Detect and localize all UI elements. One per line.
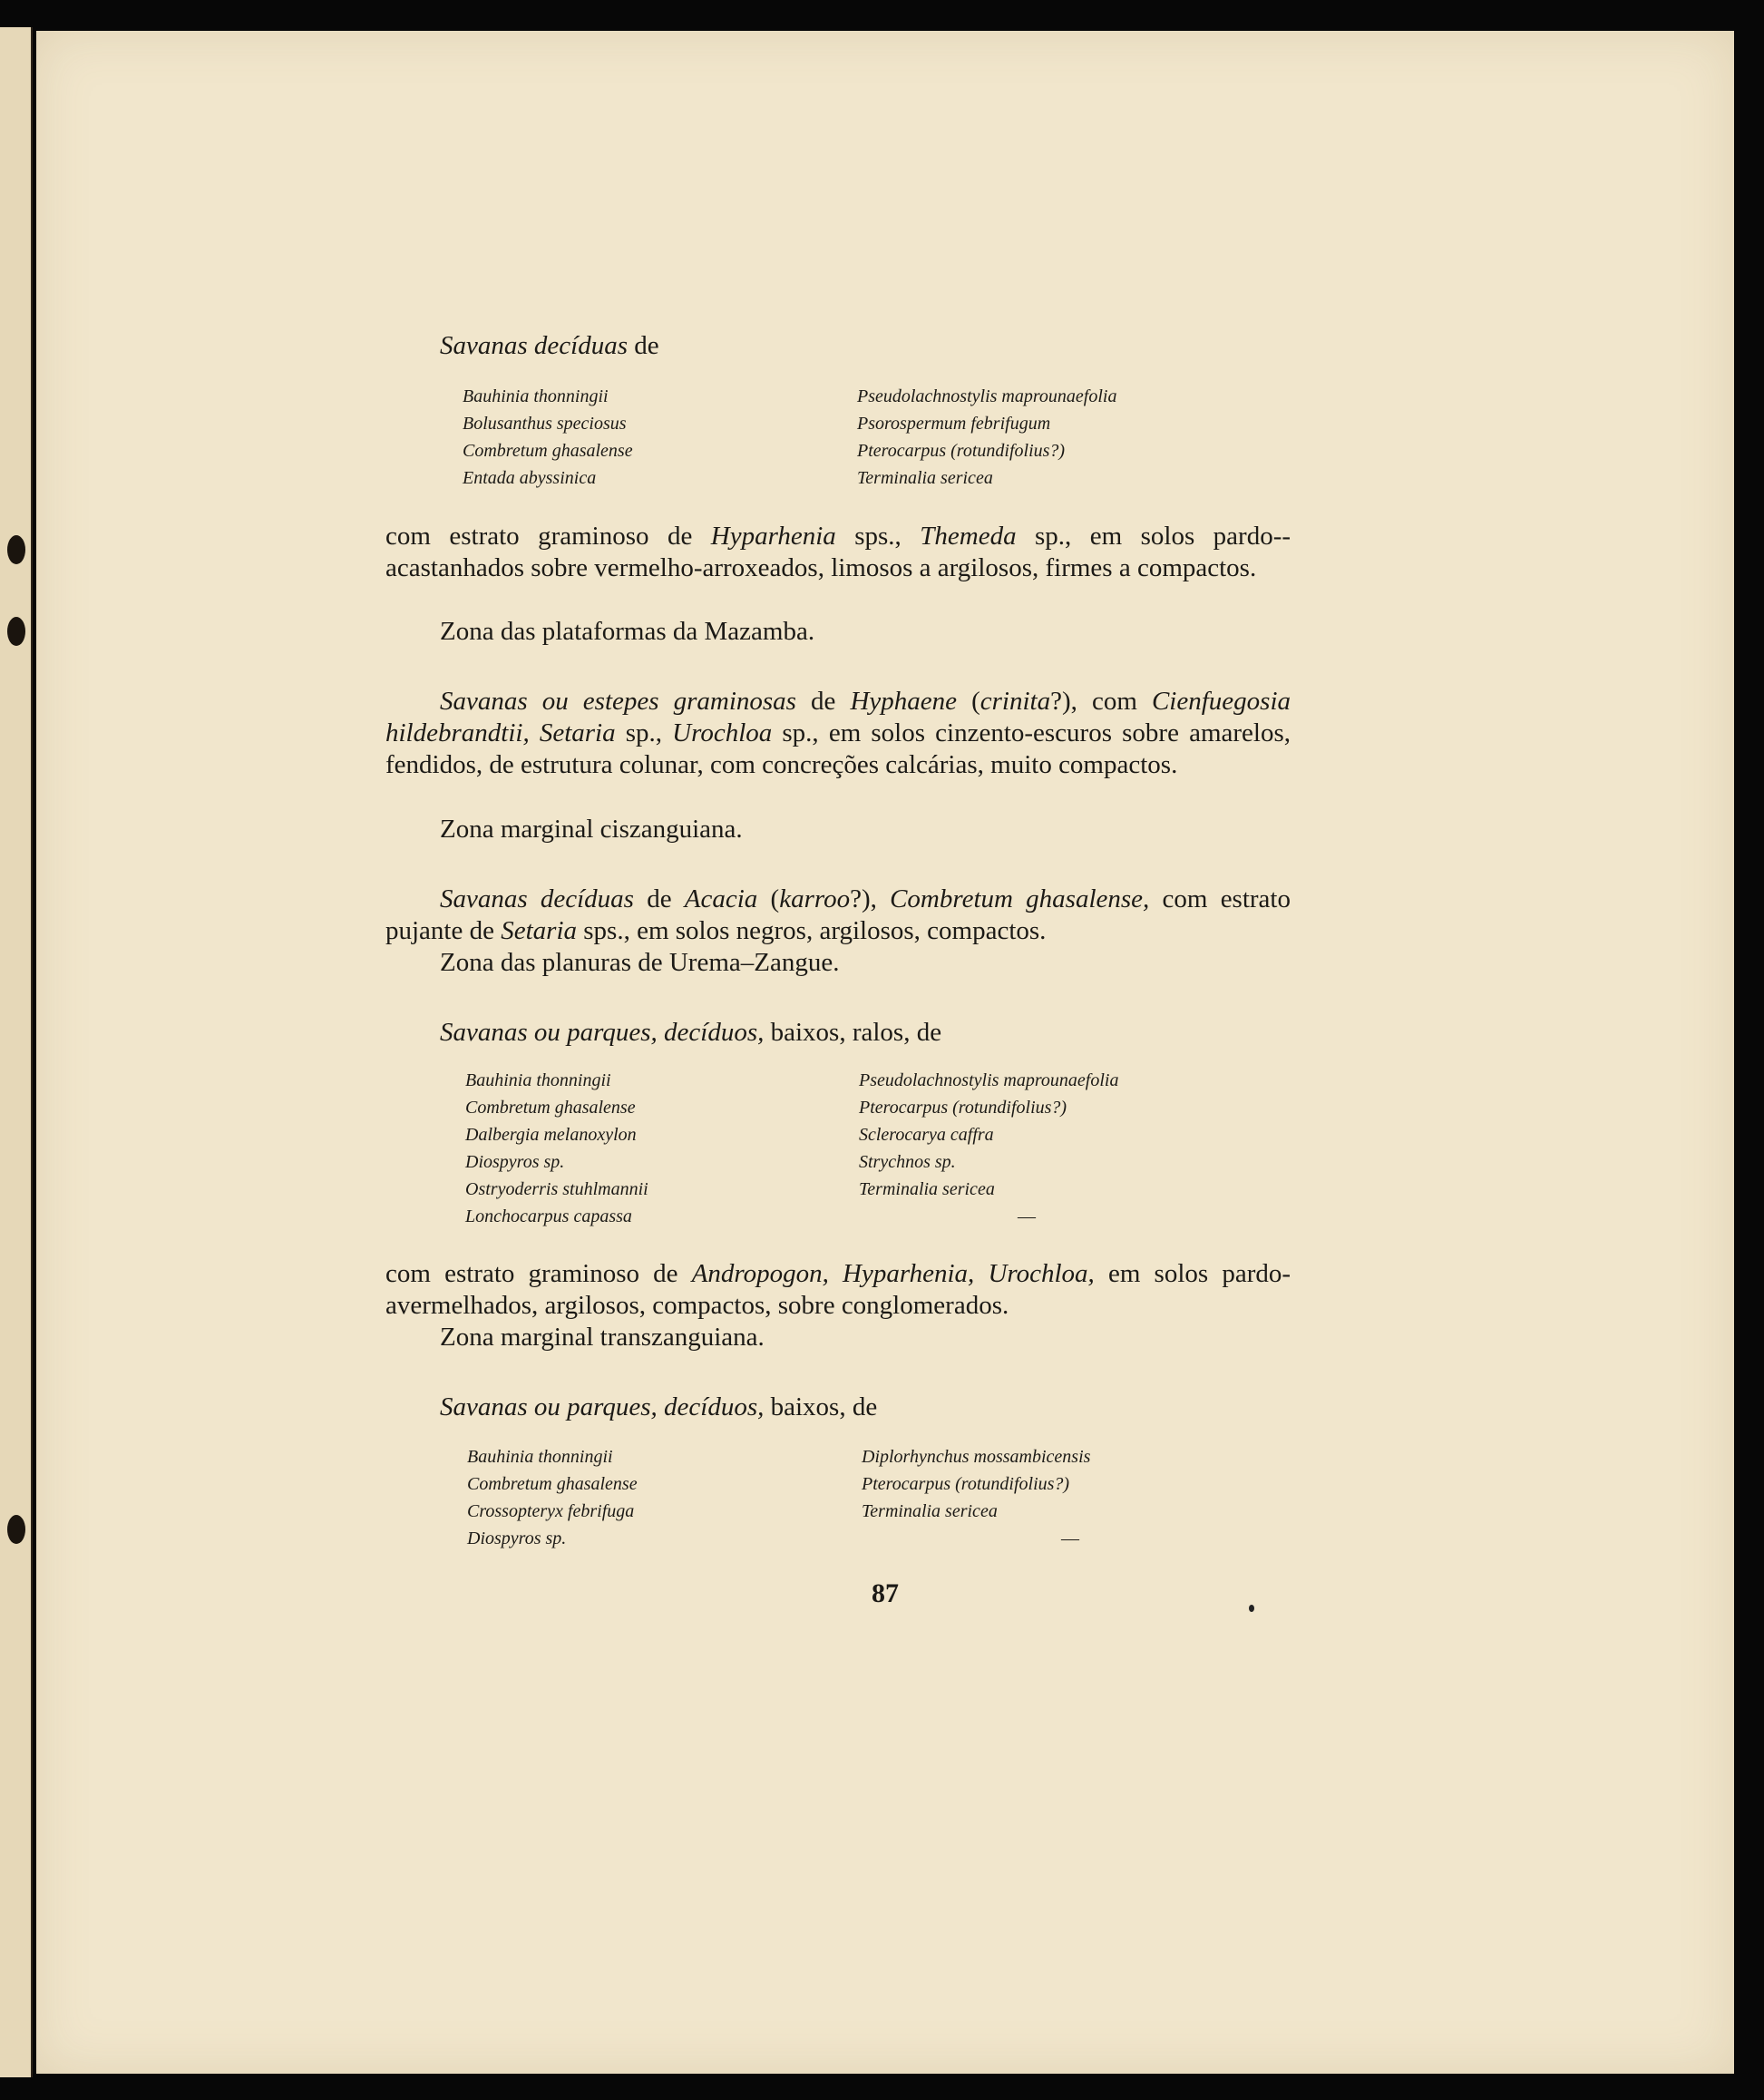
- block1-heading: [440, 330, 659, 362]
- text: ?),: [850, 884, 891, 913]
- text-italic: Andropogon, Hyparhenia, Urochloa,: [691, 1259, 1095, 1288]
- block4-zone: Zona marginal transzanguiana.: [440, 1323, 765, 1352]
- species-item: Diospyros sp.: [465, 1152, 565, 1172]
- block4-left-species: [465, 1067, 648, 1230]
- species-item: Combretum ghasalense: [463, 441, 633, 461]
- species-item: Pseudolachnostylis maprounaefolia: [857, 386, 1117, 406]
- species-item: —: [1061, 1529, 1079, 1548]
- text-italic: Hyparhenia: [710, 522, 836, 551]
- species-item: Bauhinia thonningii: [465, 1070, 611, 1090]
- text-italic: Themeda: [920, 522, 1017, 551]
- species-item: Crossopteryx febrifuga: [467, 1501, 635, 1521]
- species-item: Terminalia sericea: [859, 1179, 995, 1199]
- text: sp., em solos cinzento-escuros sobre amarelos, fendidos, de estrutura colunar, com concreções calcárias, muito compactos.: [385, 718, 1291, 779]
- text: (: [957, 687, 980, 716]
- species-item: Ostryoderris stuhlmannii: [465, 1179, 648, 1199]
- text-italic: karroo: [779, 884, 851, 913]
- species-item: Pterocarpus (rotundifolius?): [862, 1474, 1070, 1494]
- heading-italic: Savanas decíduas: [440, 331, 628, 360]
- block2-paragraph: [385, 686, 1291, 781]
- text: com estrato graminoso de: [385, 522, 711, 551]
- text-italic: Cienfuegosia hildebrandtii, Setaria: [385, 687, 1291, 747]
- block5-left-species: [467, 1443, 638, 1552]
- text: (: [757, 884, 780, 913]
- text-italic: Hyphaene: [850, 687, 958, 716]
- block4-right-species: [859, 1067, 1118, 1230]
- block4-paragraph: [385, 1258, 1291, 1322]
- heading-rest: baixos, de: [764, 1392, 878, 1421]
- text-italic: Combretum ghasalense,: [890, 884, 1150, 913]
- block1-zone: Zona das plataformas da Mazamba.: [440, 617, 815, 646]
- block5-right-species: [862, 1443, 1090, 1552]
- text: de: [795, 687, 851, 716]
- block1-right-species: [857, 383, 1116, 492]
- binding-hole: [7, 1515, 25, 1544]
- text: sp.,: [615, 718, 673, 747]
- text: com estrato graminoso de: [385, 1259, 692, 1288]
- page-number: 87: [872, 1578, 899, 1608]
- document-page: [36, 31, 1734, 2074]
- text-italic: Setaria: [501, 916, 578, 945]
- speck: [1249, 1605, 1254, 1612]
- text: sps., em solos negros, argilosos, compactos.: [577, 916, 1047, 945]
- block4-heading: [440, 1017, 941, 1049]
- text-italic: Urochloa: [672, 718, 773, 747]
- block5-heading: [440, 1392, 877, 1423]
- species-item: Bauhinia thonningii: [467, 1447, 613, 1467]
- species-item: Combretum ghasalense: [465, 1098, 636, 1118]
- species-item: Pterocarpus (rotundifolius?): [857, 441, 1066, 461]
- binding-hole: [7, 535, 25, 564]
- block1-paragraph: [385, 521, 1291, 584]
- species-item: Terminalia sericea: [857, 468, 993, 488]
- heading-italic: Savanas ou parques, decíduos,: [440, 1392, 765, 1421]
- text: em solos pardo-avermelhados, argilosos, compactos, sobre conglomerados.: [385, 1259, 1291, 1320]
- species-item: Entada abyssinica: [463, 468, 597, 488]
- species-item: Diospyros sp.: [467, 1529, 567, 1548]
- block1-left-species: [463, 383, 633, 492]
- text-italic: crinita: [979, 687, 1051, 716]
- species-item: Dalbergia melanoxylon: [465, 1125, 637, 1145]
- species-item: Psorospermum febrifugum: [857, 414, 1051, 434]
- text: com estrato pujante de: [385, 884, 1291, 945]
- text-italic: Savanas ou estepes graminosas: [440, 687, 796, 716]
- text: ?), com: [1050, 687, 1152, 716]
- heading-italic: Savanas ou parques, decíduos,: [440, 1018, 765, 1047]
- heading-rest: de: [628, 331, 659, 360]
- species-item: Bauhinia thonningii: [463, 386, 609, 406]
- species-item: Pseudolachnostylis maprounaefolia: [859, 1070, 1119, 1090]
- text-italic: Acacia: [684, 884, 758, 913]
- species-item: Combretum ghasalense: [467, 1474, 638, 1494]
- species-item: Diplorhynchus mossambicensis: [862, 1447, 1091, 1467]
- block3-paragraph: [385, 884, 1291, 947]
- adjacent-page-edge: [0, 27, 33, 2077]
- species-item: Lonchocarpus capassa: [465, 1206, 632, 1226]
- species-item: —: [1018, 1206, 1036, 1226]
- species-item: Pterocarpus (rotundifolius?): [859, 1098, 1067, 1118]
- species-item: Bolusanthus speciosus: [463, 414, 627, 434]
- text: sp., em solos pardo--acastanhados sobre vermelho-arroxeados, limosos a argilosos, firmes a compactos.: [385, 522, 1291, 582]
- species-item: Terminalia sericea: [862, 1501, 998, 1521]
- text: de: [633, 884, 685, 913]
- species-item: Sclerocarya caffra: [859, 1125, 994, 1145]
- species-item: Strychnos sp.: [859, 1152, 956, 1172]
- text: sps.,: [835, 522, 921, 551]
- heading-rest: baixos, ralos, de: [764, 1018, 942, 1047]
- binding-hole: [7, 617, 25, 646]
- block3-zone: Zona das planuras de Urema–Zangue.: [440, 948, 840, 977]
- text-italic: Savanas decíduas: [440, 884, 634, 913]
- block2-zone: Zona marginal ciszanguiana.: [440, 815, 743, 844]
